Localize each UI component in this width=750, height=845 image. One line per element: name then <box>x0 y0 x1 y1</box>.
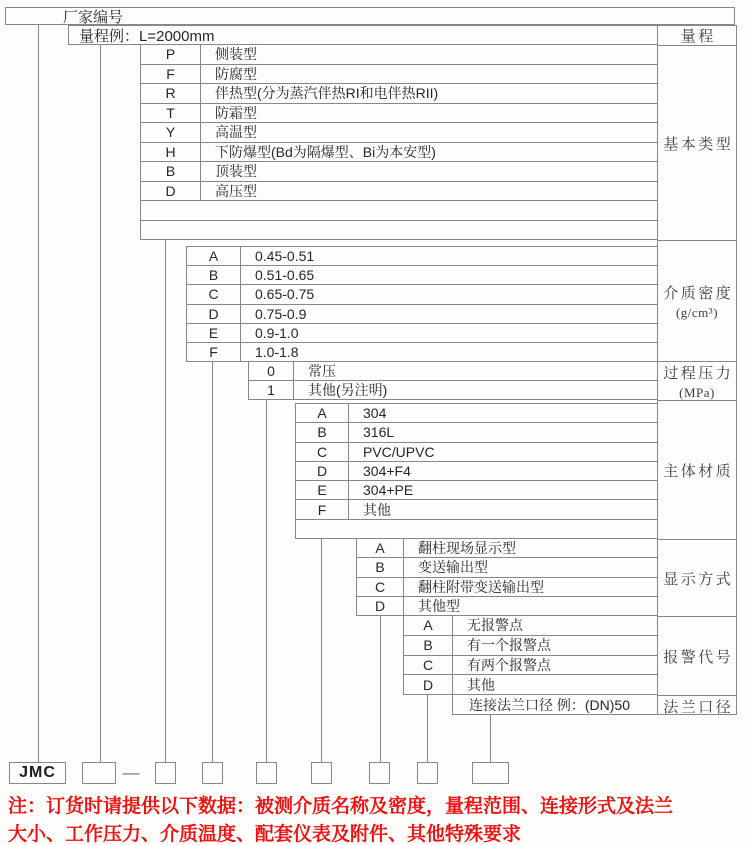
connector-line-flange <box>490 715 491 762</box>
category-medium-density: 介质密度 (g/cm³) <box>658 241 736 362</box>
category-range: 量程 <box>658 26 736 46</box>
body-material-table <box>295 403 657 539</box>
range-example-row <box>68 25 657 45</box>
desc-cell: 有一个报警点 <box>467 637 551 654</box>
desc-cell: 顶装型 <box>215 163 257 180</box>
category-basic-type: 基本类型 <box>658 46 736 241</box>
table-row <box>187 284 657 303</box>
table-row <box>187 323 657 342</box>
code-box-alarm <box>417 762 438 784</box>
ordering-note-line2: 大小、工作压力、介质温度、配套仪表及附件、其他特殊要求 <box>8 824 522 845</box>
table-row <box>187 304 657 323</box>
code-cell: F <box>141 65 201 84</box>
code-cell: B <box>187 266 241 284</box>
factory-number-label: 厂家编号 <box>63 8 124 26</box>
desc-cell: 翻柱现场显示型 <box>418 540 516 557</box>
code-cell: F <box>187 343 241 361</box>
code-cell: D <box>404 675 453 694</box>
desc-cell: 304+F4 <box>363 462 411 479</box>
category-alarm-code: 报警代号 <box>658 617 736 696</box>
desc-cell: 防腐型 <box>215 65 257 82</box>
table-row <box>357 577 657 596</box>
desc-cell: 304+PE <box>363 482 414 499</box>
code-cell: A <box>187 247 241 265</box>
basic-type-table <box>140 45 657 240</box>
desc-cell: 其他型 <box>418 597 460 614</box>
desc-cell: 其他 <box>363 501 391 518</box>
desc-cell: 304 <box>363 405 387 422</box>
desc-cell: 下防爆型(Bd为隔爆型、Bi为本安型) <box>215 143 436 160</box>
code-cell: E <box>187 324 241 342</box>
category-flange-size: 法兰口径 <box>663 699 734 716</box>
connector-line-factory <box>38 24 39 762</box>
range-example-label: 量程例：L=2000mm <box>79 27 215 45</box>
table-row <box>249 380 657 399</box>
table-row <box>296 404 657 422</box>
code-cell: C <box>187 285 241 303</box>
alarm-code-table <box>403 616 657 695</box>
table-row <box>404 635 657 655</box>
code-cell: T <box>141 104 201 123</box>
desc-cell: 316L <box>363 424 395 441</box>
table-row <box>357 539 657 557</box>
table-row <box>296 499 657 518</box>
desc-cell: 高压型 <box>215 182 257 199</box>
flange-size-row <box>452 695 657 715</box>
desc-cell: 其他(另注明) <box>308 382 388 398</box>
table-row <box>296 480 657 499</box>
code-cell: P <box>141 45 201 64</box>
desc-cell: 0.65-0.75 <box>255 286 315 303</box>
code-cell: E <box>296 481 349 499</box>
factory-number-row <box>5 7 735 25</box>
desc-cell: 0.75-0.9 <box>255 305 307 322</box>
code-cell: A <box>357 539 404 557</box>
separator-dash: — <box>122 763 140 782</box>
table-row <box>296 422 657 441</box>
table-row <box>296 442 657 461</box>
table-row-empty <box>296 519 657 538</box>
connector-line-basic-type <box>165 240 166 762</box>
table-row-empty <box>141 200 657 220</box>
table-row <box>187 265 657 284</box>
ordering-note-line1: 注：订货时请提供以下数据：被测介质名称及密度，量程范围、连接形式及法兰 <box>8 796 674 817</box>
table-row-empty <box>141 220 657 240</box>
code-cell: B <box>296 423 349 441</box>
code-cell: A <box>404 616 453 635</box>
code-cell: D <box>357 597 404 615</box>
category-process-pressure: 过程压力 (MPa) <box>658 362 736 401</box>
table-row <box>141 64 657 84</box>
code-cell: C <box>404 656 453 675</box>
desc-cell: PVC/UPVC <box>363 443 435 460</box>
display-mode-table <box>356 539 657 616</box>
connector-line-display <box>380 616 381 762</box>
desc-cell: 防霜型 <box>215 104 257 121</box>
code-cell: R <box>141 84 201 103</box>
code-cell: F <box>296 500 349 518</box>
code-box-range <box>82 762 116 784</box>
table-row <box>141 103 657 123</box>
code-box-display <box>369 762 390 784</box>
model-code-label: JMC <box>19 764 56 781</box>
table-row <box>404 674 657 694</box>
code-cell: H <box>141 143 201 162</box>
flange-size-label: 连接法兰口径 例：(DN)50 <box>469 696 631 713</box>
process-pressure-table <box>248 362 657 400</box>
code-box-material <box>311 762 332 784</box>
desc-cell: 伴热型(分为蒸汽伴热RI和电伴热RII) <box>215 85 439 102</box>
code-cell: D <box>141 182 201 201</box>
table-row <box>187 247 657 265</box>
connector-line-density <box>212 362 213 762</box>
code-box-pressure <box>256 762 277 784</box>
table-row <box>357 596 657 615</box>
table-row <box>141 83 657 103</box>
connector-line-material <box>321 539 322 762</box>
table-row <box>357 557 657 576</box>
table-row <box>141 122 657 142</box>
table-row <box>404 655 657 675</box>
code-cell: C <box>357 578 404 596</box>
category-body-material: 主体材质 <box>658 401 736 540</box>
code-cell: B <box>404 636 453 655</box>
desc-cell: 1.0-1.8 <box>255 343 299 360</box>
desc-cell: 翻柱附带变送输出型 <box>418 578 544 595</box>
table-row <box>141 45 657 64</box>
code-cell: D <box>187 305 241 323</box>
desc-cell: 无报警点 <box>467 617 523 634</box>
code-cell: B <box>357 558 404 576</box>
desc-cell: 变送输出型 <box>418 559 488 576</box>
desc-cell: 侧装型 <box>215 46 257 63</box>
code-cell: B <box>141 162 201 181</box>
desc-cell: 0.51-0.65 <box>255 267 315 284</box>
table-row <box>141 142 657 162</box>
code-cell: 0 <box>249 362 294 380</box>
table-row <box>141 161 657 181</box>
model-prefix-box <box>9 762 66 784</box>
table-row <box>404 616 657 635</box>
table-row <box>187 342 657 361</box>
ordering-note <box>8 793 750 845</box>
code-box-flange <box>472 762 509 784</box>
table-row <box>141 181 657 201</box>
connector-line-alarm <box>427 695 428 762</box>
desc-cell: 0.9-1.0 <box>255 324 299 341</box>
table-row <box>296 461 657 480</box>
category-display-mode: 显示方式 <box>658 540 736 617</box>
desc-cell: 0.45-0.51 <box>255 248 315 265</box>
code-box-basic-type <box>155 762 176 784</box>
medium-density-table <box>186 246 657 362</box>
code-cell: A <box>296 404 349 422</box>
desc-cell: 其他 <box>467 676 495 693</box>
connector-line-range <box>100 45 101 762</box>
category-label-column <box>657 25 737 715</box>
code-cell: C <box>296 443 349 461</box>
code-box-density <box>202 762 223 784</box>
code-cell: 1 <box>249 381 294 399</box>
code-cell: D <box>296 462 349 480</box>
desc-cell: 有两个报警点 <box>467 656 551 673</box>
connector-line-pressure <box>266 400 267 762</box>
table-row <box>249 362 657 380</box>
desc-cell: 常压 <box>308 363 336 379</box>
code-cell: Y <box>141 123 201 142</box>
desc-cell: 高温型 <box>215 124 257 141</box>
